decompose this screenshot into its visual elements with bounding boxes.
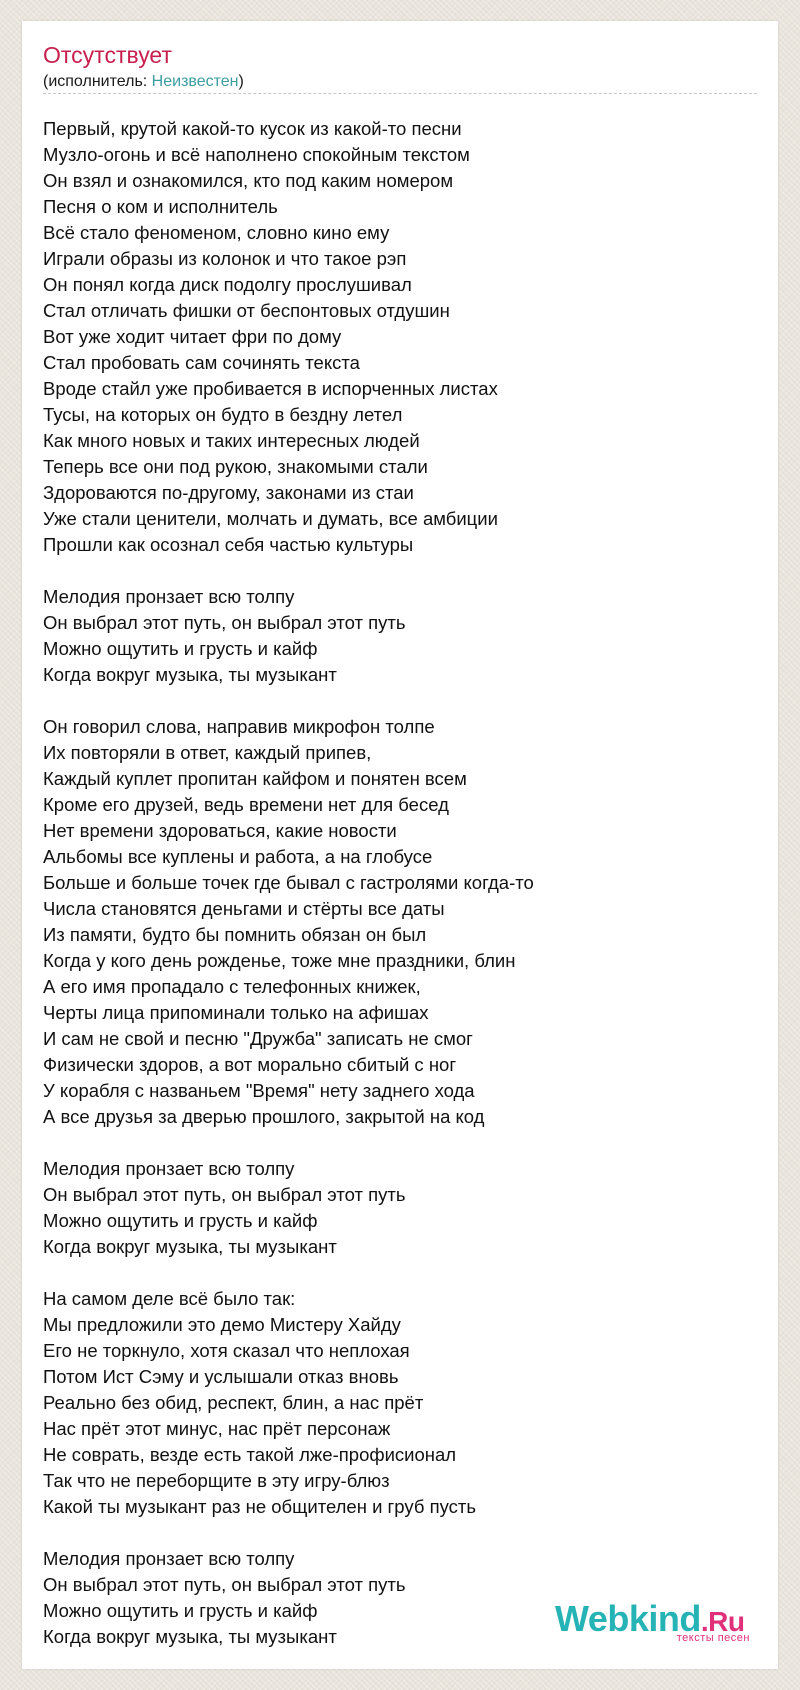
- performer-link[interactable]: Неизвестен: [151, 73, 239, 90]
- logo-tagline: тексты песен: [676, 1632, 750, 1644]
- header-divider: [43, 93, 757, 94]
- lyric-line: Не соврать, везде есть такой лже-профисионал: [43, 1444, 457, 1465]
- lyric-line: Он выбрал этот путь, он выбрал этот путь: [43, 612, 406, 633]
- lyric-line: Кроме его друзей, ведь времени нет для бесед: [43, 794, 449, 815]
- lyric-line: Физически здоров, а вот морально сбитый с ног: [43, 1054, 457, 1075]
- performer-prefix: (исполнитель:: [43, 73, 152, 90]
- stanza-break: [43, 688, 763, 714]
- lyric-line: Его не торкнуло, хотя сказал что неплохая: [43, 1340, 410, 1361]
- lyric-line: Первый, крутой какой-то кусок из какой-то песни: [43, 118, 462, 139]
- logo-name: Webkind: [555, 1598, 701, 1639]
- lyric-line: Числа становятся деньгами и стёрты все даты: [43, 898, 445, 919]
- lyric-line: Прошли как осознал себя частью культуры: [43, 534, 414, 555]
- lyric-line: Как много новых и таких интересных людей: [43, 430, 420, 451]
- lyrics-text: [43, 116, 763, 1650]
- logo-domain: .Ru: [700, 1606, 745, 1637]
- lyric-line: Всё стало феноменом, словно кино ему: [43, 222, 390, 243]
- lyric-line: Вроде стайл уже пробивается в испорченных листах: [43, 378, 498, 399]
- lyric-line: Мелодия пронзает всю толпу: [43, 1158, 295, 1179]
- lyric-line: Он понял когда диск подолгу прослушивал: [43, 274, 412, 295]
- lyric-line: И сам не свой и песню "Дружба" записать не смог: [43, 1028, 473, 1049]
- lyric-line: Когда у кого день рожденье, тоже мне праздники, блин: [43, 950, 516, 971]
- lyric-line: Когда вокруг музыка, ты музыкант: [43, 1236, 337, 1257]
- stanza-break: [43, 1520, 763, 1546]
- lyric-line: У корабля с названьем "Время" нету заднего хода: [43, 1080, 475, 1101]
- lyric-line: Можно ощутить и грусть и кайф: [43, 638, 318, 659]
- lyric-line: Уже стали ценители, молчать и думать, все амбиции: [43, 508, 498, 529]
- lyric-line: Реально без обид, респект, блин, а нас прёт: [43, 1392, 424, 1413]
- lyric-line: Какой ты музыкант раз не общителен и груб пусть: [43, 1496, 476, 1517]
- lyric-line: Здороваются по-другому, законами из стаи: [43, 482, 414, 503]
- lyric-line: Он выбрал этот путь, он выбрал этот путь: [43, 1574, 406, 1595]
- lyric-line: Каждый куплет пропитан кайфом и понятен всем: [43, 768, 467, 789]
- lyric-line: Он взял и ознакомился, кто под каким номером: [43, 170, 454, 191]
- lyric-line: Стал пробовать сам сочинять текста: [43, 352, 360, 373]
- lyric-line: Из памяти, будто бы помнить обязан он был: [43, 924, 427, 945]
- lyric-line: Тусы, на которых он будто в бездну летел: [43, 404, 403, 425]
- lyric-line: Альбомы все куплены и работа, а на глобусе: [43, 846, 433, 867]
- stanza-break: [43, 558, 763, 584]
- performer-suffix: ): [238, 73, 244, 90]
- lyric-line: Вот уже ходит читает фри по дому: [43, 326, 342, 347]
- lyric-line: Он говорил слова, направив микрофон толпе: [43, 716, 435, 737]
- lyric-line: Когда вокруг музыка, ты музыкант: [43, 664, 337, 685]
- lyric-line: Когда вокруг музыка, ты музыкант: [43, 1626, 337, 1647]
- lyric-line: На самом деле всё было так:: [43, 1288, 296, 1309]
- lyric-line: Мелодия пронзает всю толпу: [43, 1548, 295, 1569]
- performer-line: [43, 73, 244, 91]
- site-logo[interactable]: [555, 1599, 760, 1647]
- lyric-line: Музло-огонь и всё наполнено спокойным текстом: [43, 144, 470, 165]
- lyric-line: Нас прёт этот минус, нас прёт персонаж: [43, 1418, 391, 1439]
- lyric-line: Можно ощутить и грусть и кайф: [43, 1600, 318, 1621]
- lyric-line: Играли образы из колонок и что такое рэп: [43, 248, 407, 269]
- lyric-line: Потом Ист Сэму и услышали отказ вновь: [43, 1366, 399, 1387]
- lyric-line: Теперь все они под рукою, знакомыми стали: [43, 456, 428, 477]
- song-title: Отсутствует: [43, 42, 172, 68]
- stanza-break: [43, 1260, 763, 1286]
- lyrics-card: [22, 21, 778, 1669]
- lyric-line: Черты лица припоминали только на афишах: [43, 1002, 429, 1023]
- lyric-line: Больше и больше точек где бывал с гастролями когда-то: [43, 872, 534, 893]
- lyric-line: Мелодия пронзает всю толпу: [43, 586, 295, 607]
- lyric-line: Стал отличать фишки от беспонтовых отдушин: [43, 300, 450, 321]
- lyric-line: Нет времени здороваться, какие новости: [43, 820, 397, 841]
- lyric-line: Он выбрал этот путь, он выбрал этот путь: [43, 1184, 406, 1205]
- lyric-line: А его имя пропадало с телефонных книжек,: [43, 976, 421, 997]
- lyric-line: Так что не переборщите в эту игру-блюз: [43, 1470, 390, 1491]
- lyric-line: А все друзья за дверью прошлого, закрытой на код: [43, 1106, 485, 1127]
- stanza-break: [43, 1130, 763, 1156]
- lyric-line: Песня о ком и исполнитель: [43, 196, 278, 217]
- lyric-line: Мы предложили это демо Мистеру Хайду: [43, 1314, 401, 1335]
- lyric-line: Можно ощутить и грусть и кайф: [43, 1210, 318, 1231]
- lyric-line: Их повторяли в ответ, каждый припев,: [43, 742, 372, 763]
